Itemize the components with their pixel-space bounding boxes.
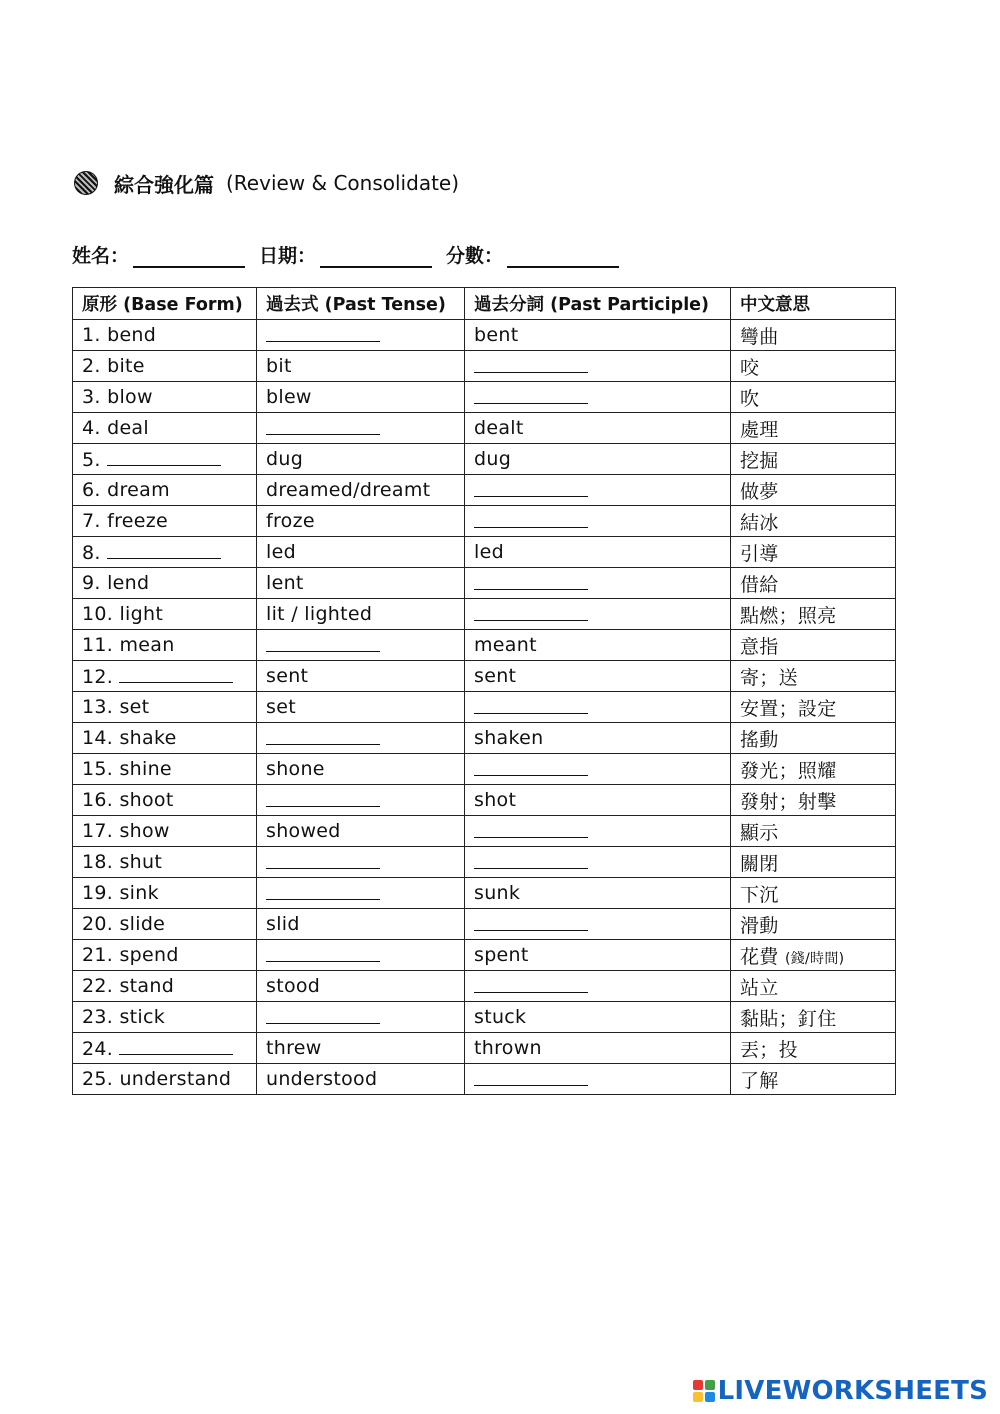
past-tense-cell bbox=[257, 692, 465, 723]
base-form-cell bbox=[73, 723, 257, 754]
chinese-meaning-cell bbox=[731, 754, 896, 785]
chinese-meaning-text: 處理 bbox=[740, 418, 779, 441]
chinese-meaning-cell bbox=[731, 1064, 896, 1095]
base-form-cell bbox=[73, 971, 257, 1002]
past-participle-blank[interactable] bbox=[474, 974, 588, 993]
past-tense-cell bbox=[257, 630, 465, 661]
item-number: 4. bbox=[82, 417, 101, 439]
past-participle-text: spent bbox=[474, 944, 529, 966]
liveworksheets-logo bbox=[693, 1376, 988, 1406]
past-participle-cell bbox=[465, 537, 731, 568]
base-form-cell bbox=[73, 351, 257, 382]
table-row bbox=[73, 568, 896, 599]
past-participle-cell bbox=[465, 661, 731, 692]
base-form-cell bbox=[73, 909, 257, 940]
base-form-text: mean bbox=[119, 634, 175, 656]
table-row bbox=[73, 785, 896, 816]
chinese-meaning-cell bbox=[731, 661, 896, 692]
past-participle-cell bbox=[465, 847, 731, 878]
past-tense-cell bbox=[257, 1033, 465, 1064]
base-form-text: deal bbox=[107, 417, 149, 439]
base-form-blank[interactable] bbox=[107, 540, 221, 559]
past-tense-cell bbox=[257, 537, 465, 568]
chinese-meaning-text: 搖動 bbox=[740, 728, 779, 751]
past-participle-cell bbox=[465, 785, 731, 816]
past-tense-text: slid bbox=[266, 913, 300, 935]
past-participle-text: dug bbox=[474, 448, 512, 470]
chinese-meaning-text: 寄；送 bbox=[740, 666, 798, 689]
table-row bbox=[73, 1002, 896, 1033]
past-participle-text: led bbox=[474, 541, 504, 563]
header-chinese-meaning: 中文意思 bbox=[731, 288, 896, 320]
past-participle-blank[interactable] bbox=[474, 385, 588, 404]
past-participle-cell bbox=[465, 320, 731, 351]
base-form-text: dream bbox=[107, 479, 170, 501]
base-form-cell bbox=[73, 382, 257, 413]
chinese-meaning-text: 借給 bbox=[740, 573, 779, 596]
past-tense-text: lent bbox=[266, 572, 304, 594]
table-row bbox=[73, 940, 896, 971]
past-tense-cell bbox=[257, 971, 465, 1002]
past-tense-cell bbox=[257, 847, 465, 878]
past-participle-blank[interactable] bbox=[474, 509, 588, 528]
past-participle-cell bbox=[465, 382, 731, 413]
past-tense-text: understood bbox=[266, 1068, 378, 1090]
chinese-meaning-cell bbox=[731, 940, 896, 971]
chinese-meaning-cell bbox=[731, 847, 896, 878]
past-tense-text: froze bbox=[266, 510, 315, 532]
date-field[interactable] bbox=[320, 242, 432, 268]
chinese-meaning-text: 發射；射擊 bbox=[740, 790, 837, 813]
past-tense-blank[interactable] bbox=[266, 850, 380, 869]
base-form-text: slide bbox=[119, 913, 166, 935]
item-number: 23. bbox=[82, 1006, 114, 1028]
past-tense-blank[interactable] bbox=[266, 633, 380, 652]
past-participle-text: sunk bbox=[474, 882, 521, 904]
past-participle-cell bbox=[465, 413, 731, 444]
base-form-text: light bbox=[119, 603, 164, 625]
base-form-cell bbox=[73, 1002, 257, 1033]
chinese-meaning-cell bbox=[731, 723, 896, 754]
past-participle-blank[interactable] bbox=[474, 478, 588, 497]
past-tense-text: sent bbox=[266, 665, 309, 687]
table-row bbox=[73, 382, 896, 413]
title-chinese: 綜合強化篇 bbox=[114, 172, 214, 197]
past-participle-cell bbox=[465, 909, 731, 940]
past-participle-cell bbox=[465, 444, 731, 475]
past-tense-cell bbox=[257, 816, 465, 847]
table-row bbox=[73, 413, 896, 444]
past-participle-text: thrown bbox=[474, 1037, 542, 1059]
past-participle-cell bbox=[465, 1064, 731, 1095]
base-form-text: shut bbox=[119, 851, 163, 873]
item-number: 18. bbox=[82, 851, 114, 873]
base-form-text: spend bbox=[119, 944, 179, 966]
table-row bbox=[73, 661, 896, 692]
item-number: 24. bbox=[82, 1038, 114, 1060]
chinese-meaning-text: 吹 bbox=[740, 387, 760, 410]
header-past-tense: 過去式 (Past Tense) bbox=[257, 288, 465, 320]
chinese-meaning-text: 意指 bbox=[740, 635, 779, 658]
past-participle-text: meant bbox=[474, 634, 537, 656]
past-participle-text: sent bbox=[474, 665, 517, 687]
chinese-meaning-cell bbox=[731, 816, 896, 847]
item-number: 8. bbox=[82, 542, 101, 564]
header-past-participle: 過去分詞 (Past Participle) bbox=[465, 288, 731, 320]
chinese-meaning-cell bbox=[731, 599, 896, 630]
past-tense-text: blew bbox=[266, 386, 312, 408]
chinese-meaning-cell bbox=[731, 568, 896, 599]
base-form-cell bbox=[73, 692, 257, 723]
base-form-cell bbox=[73, 661, 257, 692]
base-form-cell bbox=[73, 444, 257, 475]
item-number: 22. bbox=[82, 975, 114, 997]
past-tense-cell bbox=[257, 475, 465, 506]
name-label: 姓名： bbox=[72, 245, 130, 267]
base-form-cell bbox=[73, 475, 257, 506]
chinese-meaning-text: 了解 bbox=[740, 1069, 779, 1092]
chinese-meaning-text: 結冰 bbox=[740, 511, 779, 534]
base-form-text: lend bbox=[107, 572, 150, 594]
past-tense-cell bbox=[257, 785, 465, 816]
past-participle-cell bbox=[465, 568, 731, 599]
past-tense-text: shone bbox=[266, 758, 325, 780]
base-form-cell bbox=[73, 630, 257, 661]
chinese-meaning-text: 引導 bbox=[740, 542, 779, 565]
past-participle-cell bbox=[465, 506, 731, 537]
item-number: 2. bbox=[82, 355, 101, 377]
past-participle-text: stuck bbox=[474, 1006, 527, 1028]
chinese-meaning-cell bbox=[731, 413, 896, 444]
base-form-blank[interactable] bbox=[119, 664, 233, 683]
table-row bbox=[73, 847, 896, 878]
base-form-cell bbox=[73, 785, 257, 816]
past-tense-text: threw bbox=[266, 1037, 322, 1059]
item-number: 5. bbox=[82, 449, 101, 471]
past-participle-cell bbox=[465, 1033, 731, 1064]
past-participle-text: shaken bbox=[474, 727, 544, 749]
base-form-cell bbox=[73, 537, 257, 568]
past-participle-text: bent bbox=[474, 324, 519, 346]
past-tense-text: led bbox=[266, 541, 296, 563]
past-participle-cell bbox=[465, 878, 731, 909]
past-participle-cell bbox=[465, 816, 731, 847]
table-row bbox=[73, 723, 896, 754]
base-form-cell bbox=[73, 847, 257, 878]
bullet-icon bbox=[74, 171, 98, 195]
past-participle-blank[interactable] bbox=[474, 602, 588, 621]
past-participle-blank[interactable] bbox=[474, 850, 588, 869]
item-number: 7. bbox=[82, 510, 101, 532]
table-row bbox=[73, 971, 896, 1002]
chinese-meaning-cell bbox=[731, 382, 896, 413]
base-form-cell bbox=[73, 754, 257, 785]
base-form-text: show bbox=[119, 820, 170, 842]
past-tense-text: lit / lighted bbox=[266, 603, 373, 625]
past-tense-cell bbox=[257, 723, 465, 754]
table-row bbox=[73, 351, 896, 382]
item-number: 3. bbox=[82, 386, 101, 408]
table-row bbox=[73, 537, 896, 568]
chinese-meaning-text: 點燃；照亮 bbox=[740, 604, 837, 627]
student-info-row bbox=[72, 236, 633, 268]
item-number: 21. bbox=[82, 944, 114, 966]
item-number: 13. bbox=[82, 696, 114, 718]
past-participle-cell bbox=[465, 723, 731, 754]
past-tense-cell bbox=[257, 599, 465, 630]
base-form-text: sink bbox=[119, 882, 159, 904]
chinese-meaning-text: 丟；投 bbox=[740, 1038, 798, 1061]
base-form-text: freeze bbox=[107, 510, 169, 532]
chinese-meaning-cell bbox=[731, 785, 896, 816]
base-form-text: bite bbox=[107, 355, 145, 377]
base-form-cell bbox=[73, 878, 257, 909]
base-form-text: set bbox=[119, 696, 150, 718]
chinese-meaning-cell bbox=[731, 537, 896, 568]
past-tense-cell bbox=[257, 661, 465, 692]
past-participle-cell bbox=[465, 475, 731, 506]
table-row bbox=[73, 692, 896, 723]
past-participle-cell bbox=[465, 754, 731, 785]
table-row bbox=[73, 878, 896, 909]
base-form-blank[interactable] bbox=[107, 447, 221, 466]
item-number: 19. bbox=[82, 882, 114, 904]
past-participle-blank[interactable] bbox=[474, 1067, 588, 1086]
item-number: 12. bbox=[82, 666, 114, 688]
past-participle-blank[interactable] bbox=[474, 757, 588, 776]
past-participle-cell bbox=[465, 692, 731, 723]
base-form-cell bbox=[73, 599, 257, 630]
past-tense-text: dreamed/dreamt bbox=[266, 479, 431, 501]
base-form-cell bbox=[73, 940, 257, 971]
chinese-meaning-cell bbox=[731, 475, 896, 506]
past-participle-cell bbox=[465, 1002, 731, 1033]
chinese-meaning-text: 關閉 bbox=[740, 852, 779, 875]
chinese-meaning-text: 滑動 bbox=[740, 914, 779, 937]
base-form-text: bend bbox=[107, 324, 157, 346]
table-row bbox=[73, 599, 896, 630]
base-form-cell bbox=[73, 568, 257, 599]
past-participle-blank[interactable] bbox=[474, 695, 588, 714]
table-row bbox=[73, 475, 896, 506]
past-tense-cell bbox=[257, 382, 465, 413]
base-form-text: blow bbox=[107, 386, 153, 408]
chinese-meaning-cell bbox=[731, 878, 896, 909]
item-number: 10. bbox=[82, 603, 114, 625]
past-tense-cell bbox=[257, 909, 465, 940]
base-form-cell bbox=[73, 413, 257, 444]
table-row bbox=[73, 506, 896, 537]
chinese-meaning-cell bbox=[731, 1033, 896, 1064]
chinese-meaning-text: 花費 bbox=[740, 945, 779, 968]
worksheet-title bbox=[74, 168, 459, 198]
past-tense-cell bbox=[257, 506, 465, 537]
past-tense-cell bbox=[257, 754, 465, 785]
base-form-text: understand bbox=[119, 1068, 232, 1090]
name-field[interactable] bbox=[133, 242, 245, 268]
past-participle-cell bbox=[465, 971, 731, 1002]
table-row bbox=[73, 444, 896, 475]
base-form-text: shine bbox=[119, 758, 172, 780]
past-tense-cell bbox=[257, 568, 465, 599]
chinese-meaning-cell bbox=[731, 351, 896, 382]
past-tense-cell bbox=[257, 444, 465, 475]
base-form-cell bbox=[73, 1064, 257, 1095]
table-row bbox=[73, 754, 896, 785]
past-participle-blank[interactable] bbox=[474, 354, 588, 373]
chinese-meaning-cell bbox=[731, 692, 896, 723]
chinese-meaning-text: 顯示 bbox=[740, 821, 779, 844]
past-tense-cell bbox=[257, 878, 465, 909]
past-participle-cell bbox=[465, 940, 731, 971]
base-form-text: shake bbox=[119, 727, 177, 749]
chinese-meaning-note: (錢/時間) bbox=[784, 950, 845, 967]
score-label: 分數： bbox=[446, 245, 504, 267]
item-number: 9. bbox=[82, 572, 101, 594]
brand-text: LIVEWORKSHEETS bbox=[717, 1376, 988, 1406]
liveworksheets-icon bbox=[693, 1380, 715, 1402]
table-row bbox=[73, 909, 896, 940]
item-number: 16. bbox=[82, 789, 114, 811]
chinese-meaning-cell bbox=[731, 971, 896, 1002]
table-row bbox=[73, 320, 896, 351]
score-field[interactable] bbox=[507, 242, 619, 268]
base-form-cell bbox=[73, 1033, 257, 1064]
chinese-meaning-text: 做夢 bbox=[740, 480, 779, 503]
past-tense-cell bbox=[257, 413, 465, 444]
past-participle-blank[interactable] bbox=[474, 571, 588, 590]
base-form-cell bbox=[73, 816, 257, 847]
item-number: 11. bbox=[82, 634, 114, 656]
chinese-meaning-text: 發光；照耀 bbox=[740, 759, 837, 782]
past-participle-text: shot bbox=[474, 789, 517, 811]
past-participle-text: dealt bbox=[474, 417, 524, 439]
date-label: 日期： bbox=[259, 245, 317, 267]
past-participle-cell bbox=[465, 630, 731, 661]
chinese-meaning-text: 咬 bbox=[740, 356, 760, 379]
past-tense-blank[interactable] bbox=[266, 881, 380, 900]
item-number: 25. bbox=[82, 1068, 114, 1090]
chinese-meaning-cell bbox=[731, 320, 896, 351]
past-participle-cell bbox=[465, 351, 731, 382]
table-row bbox=[73, 816, 896, 847]
past-tense-blank[interactable] bbox=[266, 726, 380, 745]
table-row bbox=[73, 1033, 896, 1064]
table-header-row bbox=[73, 288, 896, 320]
chinese-meaning-text: 安置；設定 bbox=[740, 697, 837, 720]
base-form-text: shoot bbox=[119, 789, 174, 811]
chinese-meaning-text: 黏貼；釘住 bbox=[740, 1007, 837, 1030]
base-form-cell bbox=[73, 506, 257, 537]
past-participle-blank[interactable] bbox=[474, 912, 588, 931]
past-tense-cell bbox=[257, 940, 465, 971]
past-participle-blank[interactable] bbox=[474, 819, 588, 838]
chinese-meaning-text: 站立 bbox=[740, 976, 779, 999]
base-form-blank[interactable] bbox=[119, 1036, 233, 1055]
past-tense-blank[interactable] bbox=[266, 788, 380, 807]
item-number: 20. bbox=[82, 913, 114, 935]
past-participle-cell bbox=[465, 599, 731, 630]
base-form-text: stick bbox=[119, 1006, 166, 1028]
chinese-meaning-cell bbox=[731, 506, 896, 537]
past-tense-cell bbox=[257, 320, 465, 351]
chinese-meaning-text: 彎曲 bbox=[740, 325, 779, 348]
item-number: 14. bbox=[82, 727, 114, 749]
past-tense-cell bbox=[257, 1064, 465, 1095]
chinese-meaning-text: 下沉 bbox=[740, 883, 779, 906]
base-form-text: stand bbox=[119, 975, 175, 997]
item-number: 1. bbox=[82, 324, 101, 346]
past-tense-text: set bbox=[266, 696, 296, 718]
item-number: 6. bbox=[82, 479, 101, 501]
past-tense-cell bbox=[257, 1002, 465, 1033]
chinese-meaning-cell bbox=[731, 630, 896, 661]
table-row bbox=[73, 1064, 896, 1095]
item-number: 17. bbox=[82, 820, 114, 842]
title-english: (Review & Consolidate) bbox=[226, 171, 460, 195]
past-tense-blank[interactable] bbox=[266, 323, 380, 342]
past-tense-text: showed bbox=[266, 820, 341, 842]
past-tense-text: bit bbox=[266, 355, 292, 377]
past-tense-blank[interactable] bbox=[266, 416, 380, 435]
chinese-meaning-cell bbox=[731, 909, 896, 940]
past-tense-blank[interactable] bbox=[266, 943, 380, 962]
past-tense-text: dug bbox=[266, 448, 304, 470]
item-number: 15. bbox=[82, 758, 114, 780]
chinese-meaning-cell bbox=[731, 444, 896, 475]
header-base-form: 原形 (Base Form) bbox=[73, 288, 257, 320]
chinese-meaning-text: 挖掘 bbox=[740, 449, 779, 472]
table-row bbox=[73, 630, 896, 661]
past-tense-text: stood bbox=[266, 975, 321, 997]
chinese-meaning-cell bbox=[731, 1002, 896, 1033]
past-tense-blank[interactable] bbox=[266, 1005, 380, 1024]
irregular-verbs-table bbox=[72, 287, 896, 1095]
past-tense-cell bbox=[257, 351, 465, 382]
base-form-cell bbox=[73, 320, 257, 351]
